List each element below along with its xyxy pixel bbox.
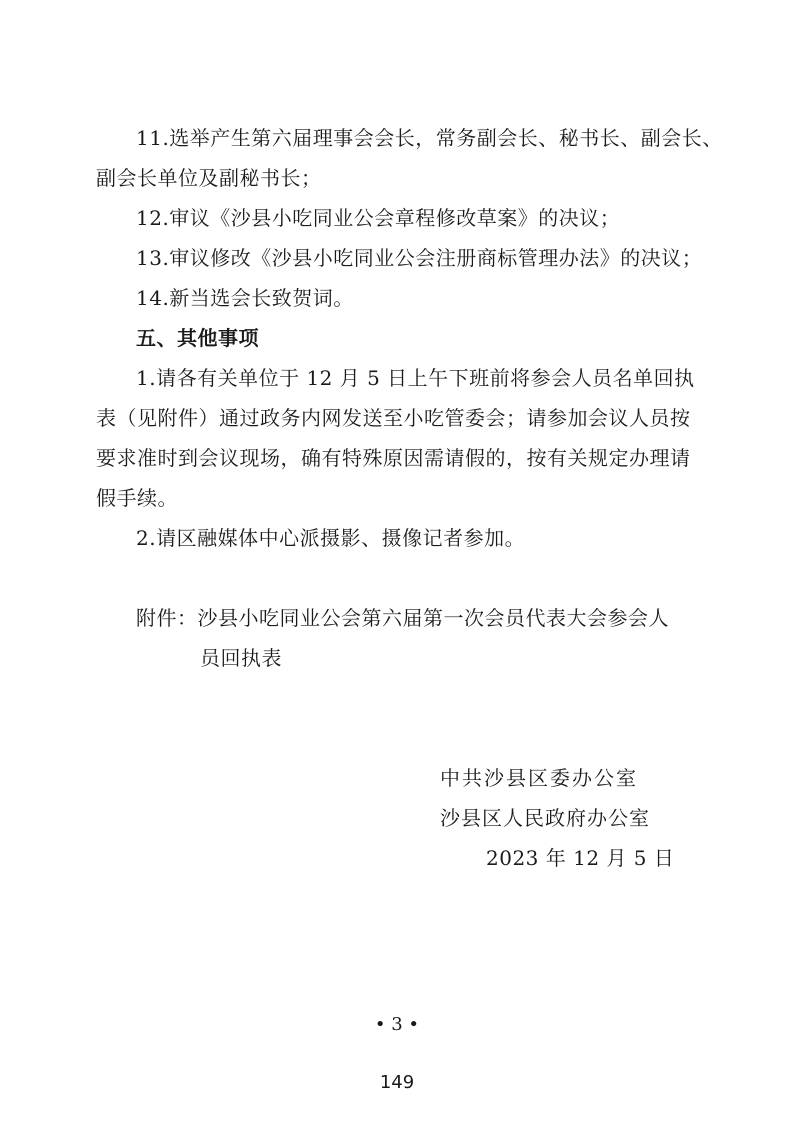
- attachment-line2: 员回执表: [200, 646, 282, 670]
- notice-2: 2.请区融媒体中心派摄影、摄像记者参加。: [136, 526, 526, 550]
- item-12: 12.审议《沙县小吃同业公会章程修改草案》的决议；: [136, 206, 621, 230]
- folio-number: 149: [379, 1072, 415, 1093]
- attachment-line1: 附件：沙县小吃同业公会第六届第一次会员代表大会参会人: [136, 606, 669, 630]
- item-14: 14.新当选会长致贺词。: [136, 286, 354, 310]
- item-11-line1: 11.选举产生第六届理事会会长，常务副会长、秘书长、副会长、: [136, 126, 723, 150]
- item-11-line2: 副会长单位及副秘书长；: [96, 166, 322, 190]
- page-number: • 3 •: [374, 1014, 420, 1035]
- section-heading: 五、其他事项: [136, 326, 259, 350]
- notice-1-line3: 要求准时到会议现场，确有特殊原因需请假的，按有关规定办理请: [96, 446, 691, 470]
- signature-org-1: 中共沙县区委办公室: [440, 766, 638, 790]
- notice-1-line1: 1.请各有关单位于 12 月 5 日上午下班前将参会人员名单回执: [136, 366, 695, 390]
- notice-1-line2: 表（见附件）通过政务内网发送至小吃管委会；请参加会议人员按: [96, 406, 691, 430]
- item-13: 13.审议修改《沙县小吃同业公会注册商标管理办法》的决议；: [136, 246, 703, 270]
- notice-1-line4: 假手续。: [96, 486, 178, 510]
- signature-org-2: 沙县区人民政府办公室: [440, 806, 650, 830]
- signature-date: 2023 年 12 月 5 日: [486, 846, 675, 870]
